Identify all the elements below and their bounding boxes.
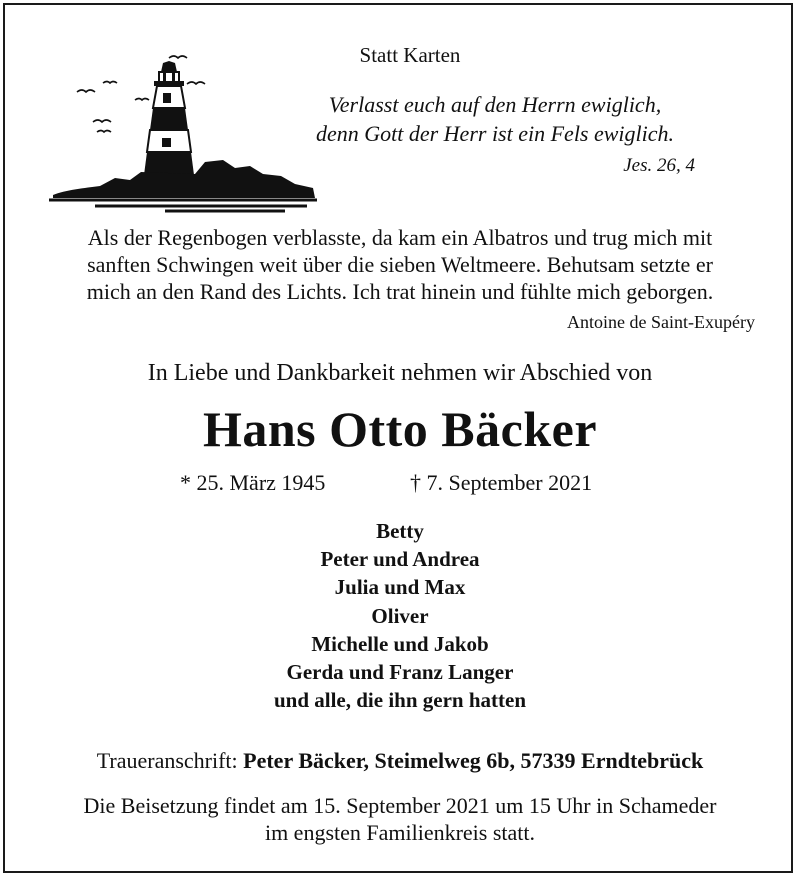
death-date: † 7. September 2021 xyxy=(410,470,593,495)
family-member: Betty xyxy=(376,519,424,543)
family-member: und alle, die ihn gern hatten xyxy=(273,688,527,713)
verse-line: Verlasst euch auf den Herrn ewiglich, xyxy=(328,92,662,117)
family-member: Julia und Max xyxy=(334,575,466,600)
birth-date: * 25. März 1945 xyxy=(180,470,326,495)
family-member: Peter und Andrea xyxy=(320,547,480,572)
family-member: Michelle und Jakob xyxy=(311,631,489,656)
quote-line: sanften Schwingen weit über die sieben Weltmeere. Behutsam setzte er xyxy=(87,252,713,277)
header-title: Statt Karten xyxy=(359,43,461,67)
family-list xyxy=(5,517,795,714)
deceased-name: Hans Otto Bäcker xyxy=(202,401,598,457)
farewell-intro: In Liebe und Dankbarkeit nehmen wir Abschied von xyxy=(147,360,653,386)
quote-author: Antoine de Saint-Exupéry xyxy=(567,312,755,332)
lighthouse-icon xyxy=(45,50,320,215)
quote-line: mich an den Rand des Lichts. Ich trat hinein und fühlte mich geborgen. xyxy=(86,279,714,304)
address-value: Peter Bäcker, Steimelweg 6b, 57339 Erndtebrück xyxy=(243,748,704,773)
address-label: Traueranschrift: xyxy=(96,748,238,773)
family-member: Gerda und Franz Langer xyxy=(286,659,514,684)
quote-line: Als der Regenbogen verblasste, da kam ein Albatros und trug mich mit xyxy=(87,225,713,250)
funeral-info-line: im engsten Familienkreis statt. xyxy=(264,820,536,845)
funeral-info-line: Die Beisetzung findet am 15. September 2021 um 15 Uhr in Schameder xyxy=(83,793,717,818)
verse-line: denn Gott der Herr ist ein Fels ewiglich. xyxy=(315,121,675,146)
obituary-notice xyxy=(3,3,793,873)
mourning-address xyxy=(5,748,795,774)
family-member: Oliver xyxy=(371,603,429,628)
verse-reference: Jes. 26, 4 xyxy=(623,155,695,176)
